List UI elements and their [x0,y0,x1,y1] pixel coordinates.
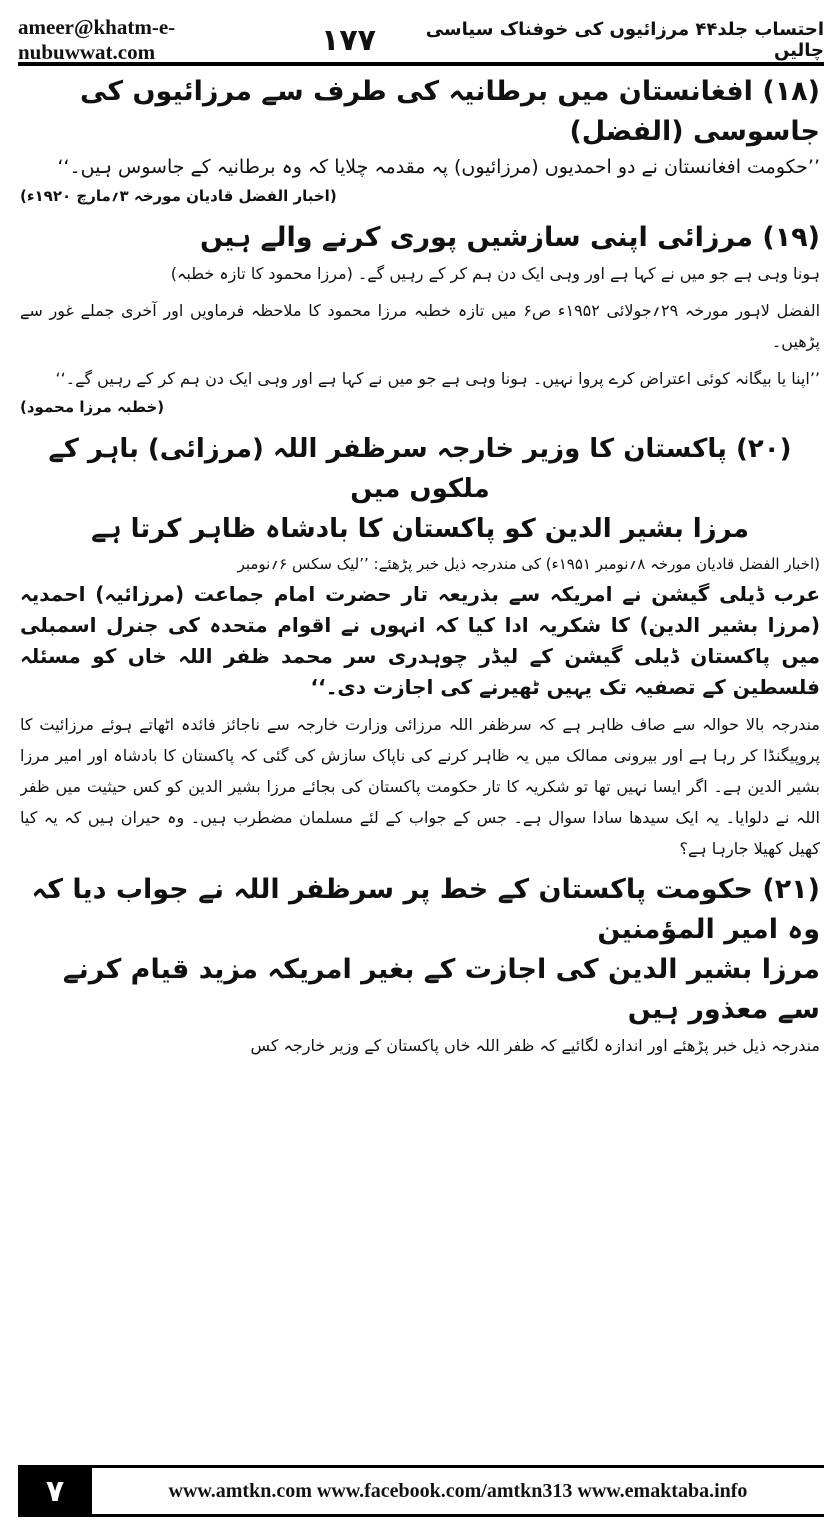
section-19-paragraph-2: الفضل لاہور مورخہ ۲۹؍جولائی ۱۹۵۲ء ص۶ میں تازہ خطبہ مرزا محمود کا ملاحظہ فرماویں اور آخری جملے غور سے پڑھیں۔ [20,301,820,351]
running-title: احتساب جلد۴۴ مرزائیوں کی خوفناک سیاسی چالیں [425,19,824,61]
section-18-reference: (اخبار الفضل قادیان مورخہ ۳؍مارچ ۱۹۲۰ء) [20,187,337,205]
section-19-reference: (خطبہ مرزا محمود) [20,398,165,416]
header-email[interactable]: ameer@khatm-e-nubuwwat.com [18,15,176,64]
page-number: ۱۷۷ [321,22,376,58]
page-header [18,15,824,66]
page-footer [18,1464,824,1518]
section-20-heading-line-2: مرزا بشیر الدین کو پاکستان کا بادشاہ ظاہر کرتا ہے [91,514,749,544]
section-20-source: (اخبار الفضل قادیان مورخہ ۸؍نومبر ۱۹۵۱ء) کی مندرجہ ذیل خبر پڑھئے: ’’لیک سکس ۶؍نومبر [237,555,820,573]
footer-links[interactable]: www.amtkn.com www.facebook.com/amtkn313 www.emaktaba.info [92,1465,824,1517]
section-20-heading-line-1: (۲۰) پاکستان کا وزیر خارجہ سرظفر اللہ (مرزائی) باہر کے ملکوں میں [48,434,792,504]
section-19-heading: (۱۹) مرزائی اپنی سازشیں پوری کرنے والے ہیں [200,222,820,253]
page-body [20,72,820,1460]
section-19-quote: ’’اپنا یا بیگانہ کوئی اعتراض کرے پروا نہیں۔ ہونا وہی ہے جو میں نے کہا ہے اور وہی ایک دن ہم کر کے رہیں گے۔‘‘ [55,369,820,388]
header-left [18,15,376,65]
footer-page-marker: ۷ [18,1465,92,1517]
section-18-quote: ’’حکومت افغانستان نے دو احمدیوں (مرزائیوں) پہ مقدمہ چلایا کہ وہ برطانیہ کے جاسوس ہیں۔‘‘ [57,156,820,178]
section-20-news: عرب ڈیلی گیشن نے امریکہ سے بذریعہ تار حضرت امام جماعت (مرزائیہ) احمدیہ (مرزا بشیر الدین) کا شکریہ ادا کیا کہ انہوں نے اقوام متحدہ کی جنرل اسمبلی میں پاکستان ڈیلی گیشن کے لیڈر چوہدری سر محمد ظفر اللہ خاں کو مسئلہ فلسطین کے تصفیہ تک یہیں ٹھیرنے کی اجازت دی۔‘‘ [20,582,820,699]
section-18-heading: (۱۸) افغانستان میں برطانیہ کی طرف سے مرزائیوں کی جاسوسی (الفضل) [80,76,820,147]
section-21-heading-line-2: مرزا بشیر الدین کی اجازت کے بغیر امریکہ مزید قیام کرنے سے معذور ہیں [62,954,820,1025]
section-20-commentary: مندرجہ بالا حوالہ سے صاف ظاہر ہے کہ سرظفر اللہ مرزائی وزارت خارجہ سے ناجائز فائدہ اٹھاتے ہوئے مرزائیت کا پروپیگنڈا کر رہا ہے اور بیرونی ممالک میں یہ ظاہر کرنے کی ناپاک سازش کی گئی کہ پاکستان کا بادشاہ اور امیر مرزا بشیر الدین ہے۔ اگر ایسا نہیں تھا تو شکریہ کا تار حکومت پاکستان کی بجائے مرزا بشیر الدین کو کس حیثیت میں ظفر اللہ نے دلوایا۔ یہ ایک سیدھا سادا سوال ہے۔ جس کے جواب کے لئے مسلمان مضطرب ہیں۔ وہ حیران ہیں کہ یہ کیا کھیل کھیلا جارہا ہے؟ [20,715,820,858]
section-19-paragraph-1: ہونا وہی ہے جو میں نے کہا ہے اور وہی ایک دن ہم کر کے رہیں گے۔ (مرزا محمود کا تازہ خطبہ) [170,264,820,283]
section-18-text [20,152,820,212]
section-21-text: مندرجہ ذیل خبر پڑھئے اور اندازہ لگائیے کہ ظفر اللہ خاں پاکستان کے وزیر خارجہ کس [250,1036,820,1055]
section-19-quote-block [20,363,820,423]
section-21-heading-line-1: (۲۱) حکومت پاکستان کے خط پر سرظفر اللہ نے جواب دیا کہ وہ امیر المؤمنین [31,874,820,945]
